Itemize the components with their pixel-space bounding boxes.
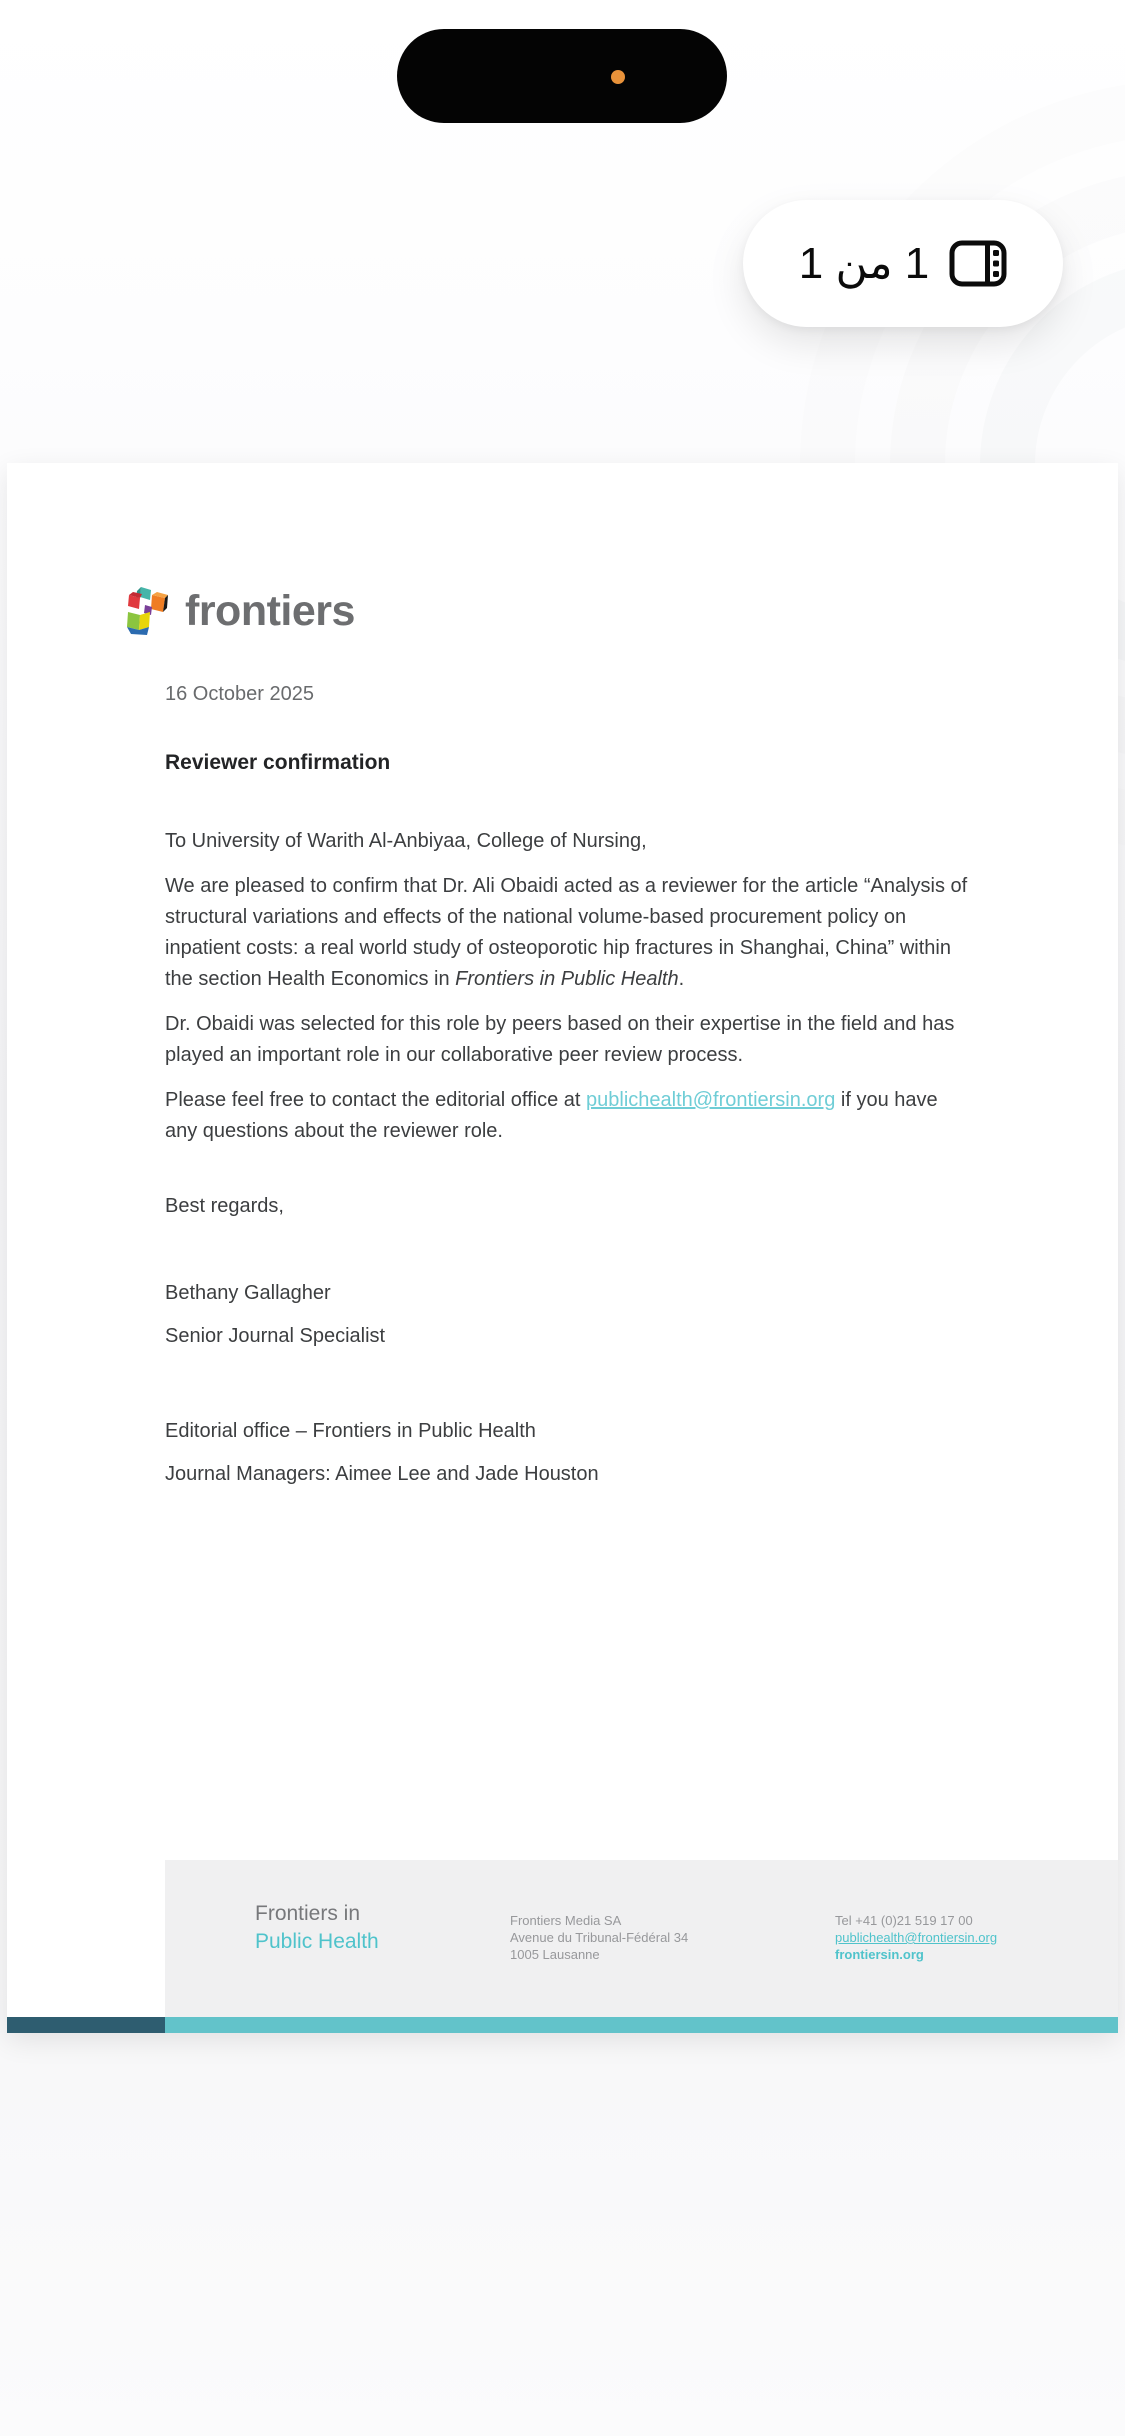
contact-text: Please feel free to contact the editorial office at [165,1089,586,1111]
footer-website-link[interactable]: frontiersin.org [835,1947,924,1962]
contact-text-end: if you have any questions about the reviewer role. [165,1089,938,1142]
footer-address-line2: Avenue du Tribunal-Fédéral 34 [510,1930,689,1945]
page-indicator-label: 1 من 1 [798,238,930,288]
footer-journal-name [255,1900,379,1956]
footer-address-line1: Frontiers Media SA [510,1913,622,1928]
letter-subject: Reviewer confirmation [165,751,391,774]
frontiers-logo-wordmark: frontiers [185,586,355,635]
footer-bar-dark-teal [7,2017,165,2033]
frontiers-logo [125,585,970,637]
microphone-active-indicator-dot [611,70,625,84]
confirmation-text: We are pleased to confirm that Dr. Ali Obaidi acted as a reviewer for the article “Analysis of structural variations and effects of the national volume-based procurement policy on inpatient costs: a real world study of osteoporotic hip fractures in Shanghai, China” within the section Health Economics in [165,875,968,990]
signature-title: Senior Journal Specialist [165,1325,386,1347]
letter-closing: Best regards, [165,1195,284,1217]
letter-paragraph-contact [165,1085,970,1147]
document-page [7,463,1118,2033]
footer-bar-light-teal [7,2017,1118,2033]
footer-contact [835,1912,997,1963]
letter-paragraph-confirmation [165,871,970,995]
footer-journal-line2: Public Health [255,1930,379,1953]
page-indicator-pill[interactable] [743,200,1063,327]
footer-color-bar [7,2017,1118,2033]
confirmation-text-end: . [678,968,685,990]
signature-name: Bethany Gallagher [165,1282,331,1304]
editorial-office-line: Editorial office – Frontiers in Public Health [165,1420,536,1442]
letter-recipient: To University of Warith Al-Anbiyaa, College of Nursing, [165,830,647,852]
page-thumbnails-icon [949,240,1007,287]
journal-managers-line: Journal Managers: Aimee Lee and Jade Houston [165,1463,599,1485]
letter-paragraph-role: Dr. Obaidi was selected for this role by peers based on their expertise in the field and has played an important role in our collaborative peer review process. [165,1013,955,1066]
footer-email-link[interactable]: publichealth@frontiersin.org [835,1930,998,1945]
footer-address [510,1912,688,1963]
dynamic-island [397,29,727,123]
frontiers-logo-mark-icon [125,585,173,637]
letter-date: 16 October 2025 [165,683,314,705]
journal-name-italic: Frontiers in Public Health [455,968,679,990]
footer-telephone: Tel +41 (0)21 519 17 00 [835,1913,973,1928]
editorial-office-email-link[interactable]: publichealth@frontiersin.org [586,1089,836,1111]
footer-journal-line1: Frontiers in [255,1902,361,1925]
letter-footer [165,1860,1118,2017]
letter-content [165,585,970,1490]
footer-address-line3: 1005 Lausanne [510,1947,600,1962]
